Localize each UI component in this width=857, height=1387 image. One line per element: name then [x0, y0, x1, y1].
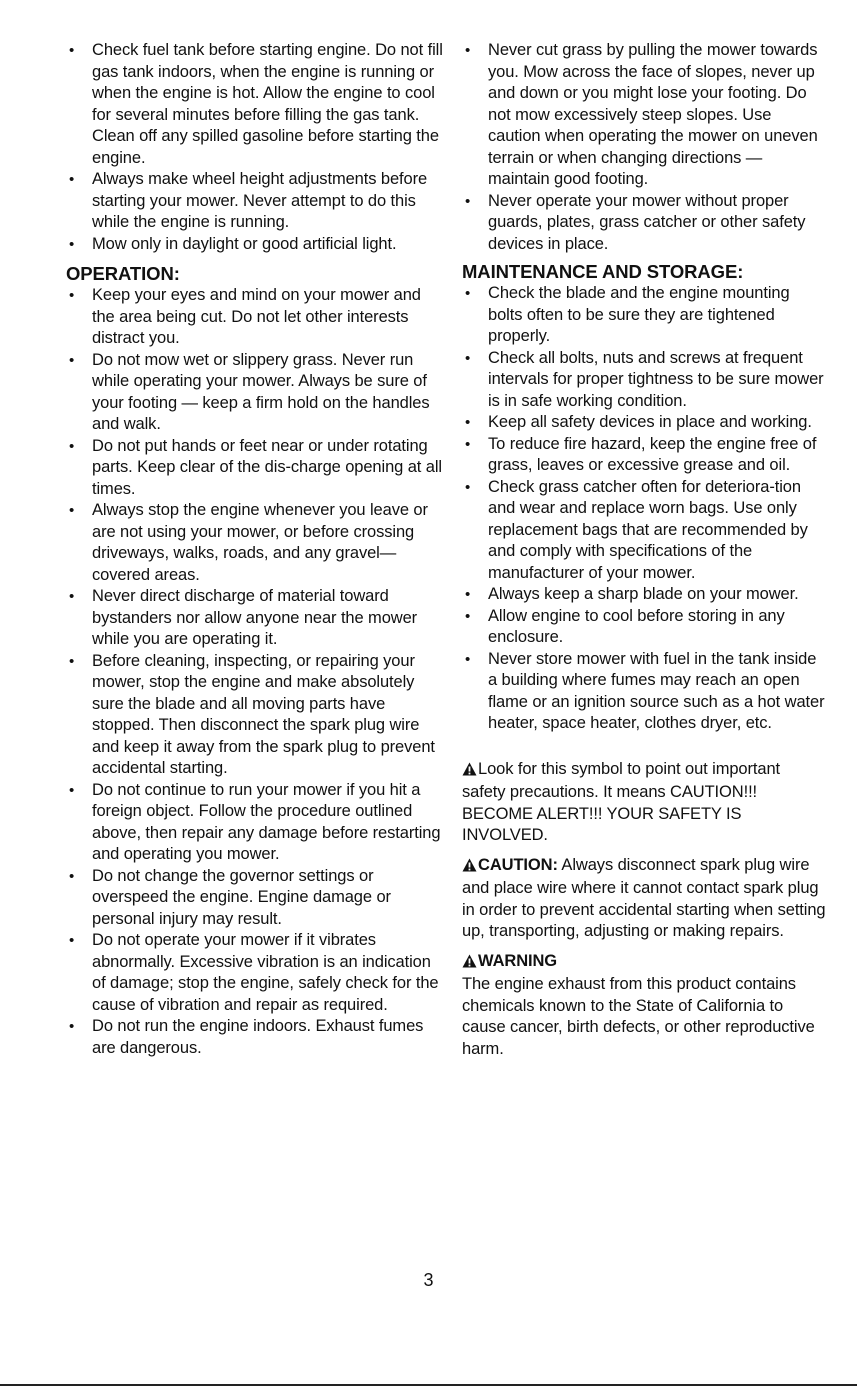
- list-item: • Keep your eyes and mind on your mower and the area being cut. Do not let other interests distract you.: [66, 285, 446, 350]
- operation-list: [66, 285, 446, 1059]
- list-item: • Do not change the governor settings or overspeed the engine. Engine damage or personal injury may result.: [66, 866, 446, 931]
- operation-heading: OPERATION:: [66, 263, 180, 284]
- warning-triangle-icon: [462, 953, 477, 975]
- list-item: • Allow engine to cool before storing in any enclosure.: [462, 606, 827, 649]
- list-item: • Do not run the engine indoors. Exhaust fumes are dangerous.: [66, 1016, 446, 1059]
- caution-label: CAUTION:: [478, 855, 558, 874]
- list-item: • Never cut grass by pulling the mower towards you. Mow across the face of slopes, never up and down or you might lose your footing. Do not mow excessively steep slopes. Use caution when operating the mower on uneven terrain or when changing directions — maintain good footing.: [462, 40, 827, 191]
- page-number: 3: [423, 1270, 434, 1290]
- list-item: • Always stop the engine whenever you leave or are not using your mower, or before crossing driveways, walks, roads, and any gravel—covered areas.: [66, 500, 446, 586]
- warning-label: WARNING: [478, 951, 558, 970]
- list-item: • Never direct discharge of material toward bystanders nor allow anyone near the mower while you are operating it.: [66, 586, 446, 651]
- bottom-rule: [0, 1384, 857, 1386]
- safety-symbol-text: Look for this symbol to point out important safety precautions. It means CAUTION!!! BECOME ALERT!!! YOUR SAFETY IS INVOLVED.: [462, 759, 781, 844]
- left-column: [66, 40, 446, 1059]
- list-item: • Do not mow wet or slippery grass. Never run while operating your mower. Always be sure of your footing — keep a firm hold on the handles and walk.: [66, 350, 446, 436]
- list-item: • Do not continue to run your mower if you hit a foreign object. Follow the procedure outlined above, then repair any damage before restarting and operating you mower.: [66, 780, 446, 866]
- caution-notice: [462, 855, 827, 943]
- warning-triangle-icon: [462, 761, 477, 783]
- list-item: • Always keep a sharp blade on your mower.: [462, 584, 827, 606]
- list-item: • Check fuel tank before starting engine. Do not fill gas tank indoors, when the engine is running or when the engine is hot. Allow the engine to cool for several minutes before filling the gas tank. Clean off any spilled gasoline before starting the engine.: [66, 40, 446, 169]
- maintenance-list: [462, 283, 827, 735]
- list-item: • Always make wheel height adjustments before starting your mower. Never attempt to do this while the engine is running.: [66, 169, 446, 234]
- list-item: • Before cleaning, inspecting, or repairing your mower, stop the engine and make absolutely sure the blade and all moving parts have stopped. Then disconnect the spark plug wire and keep it away from the spark plug to prevent accidental starting.: [66, 651, 446, 780]
- maintenance-heading: MAINTENANCE AND STORAGE:: [462, 261, 744, 282]
- intro-safety-list: [66, 40, 446, 255]
- list-item: • Keep all safety devices in place and working.: [462, 412, 827, 434]
- list-item: • Check grass catcher often for deteriora-tion and wear and replace worn bags. Use only replacement bags that are recommended by and comply with specifications of the manufacturer of your mower.: [462, 477, 827, 585]
- list-item: • Check all bolts, nuts and screws at frequent intervals for proper tightness to be sure mower is in safe working condition.: [462, 348, 827, 413]
- mowing-safety-list: [462, 40, 827, 255]
- list-item: • Never store mower with fuel in the tank inside a building where fumes may reach an open flame or an ignition source such as a hot water heater, space heater, clothes dryer, etc.: [462, 649, 827, 735]
- safety-symbol-notice: [462, 759, 827, 847]
- list-item: • Check the blade and the engine mounting bolts often to be sure they are tightened properly.: [462, 283, 827, 348]
- list-item: • Do not operate your mower if it vibrates abnormally. Excessive vibration is an indication of damage; stop the engine, safely check for the cause of vibration and repair as required.: [66, 930, 446, 1016]
- warning-notice: [462, 951, 827, 1061]
- list-item: • Never operate your mower without proper guards, plates, grass catcher or other safety devices in place.: [462, 191, 827, 256]
- list-item: • Mow only in daylight or good artificial light.: [66, 234, 446, 256]
- warning-triangle-icon: [462, 857, 477, 879]
- warning-text: The engine exhaust from this product contains chemicals known to the State of California to cause cancer, birth defects, or other reproductive harm.: [462, 975, 815, 1058]
- caution-text: Always disconnect spark plug wire and place wire where it cannot contact spark plug in order to prevent accidental starting when setting up, transporting, adjusting or making repairs.: [462, 855, 826, 940]
- right-column: [462, 40, 827, 1060]
- list-item: • Do not put hands or feet near or under rotating parts. Keep clear of the dis-charge opening at all times.: [66, 436, 446, 501]
- list-item: • To reduce fire hazard, keep the engine free of grass, leaves or excessive grease and oil.: [462, 434, 827, 477]
